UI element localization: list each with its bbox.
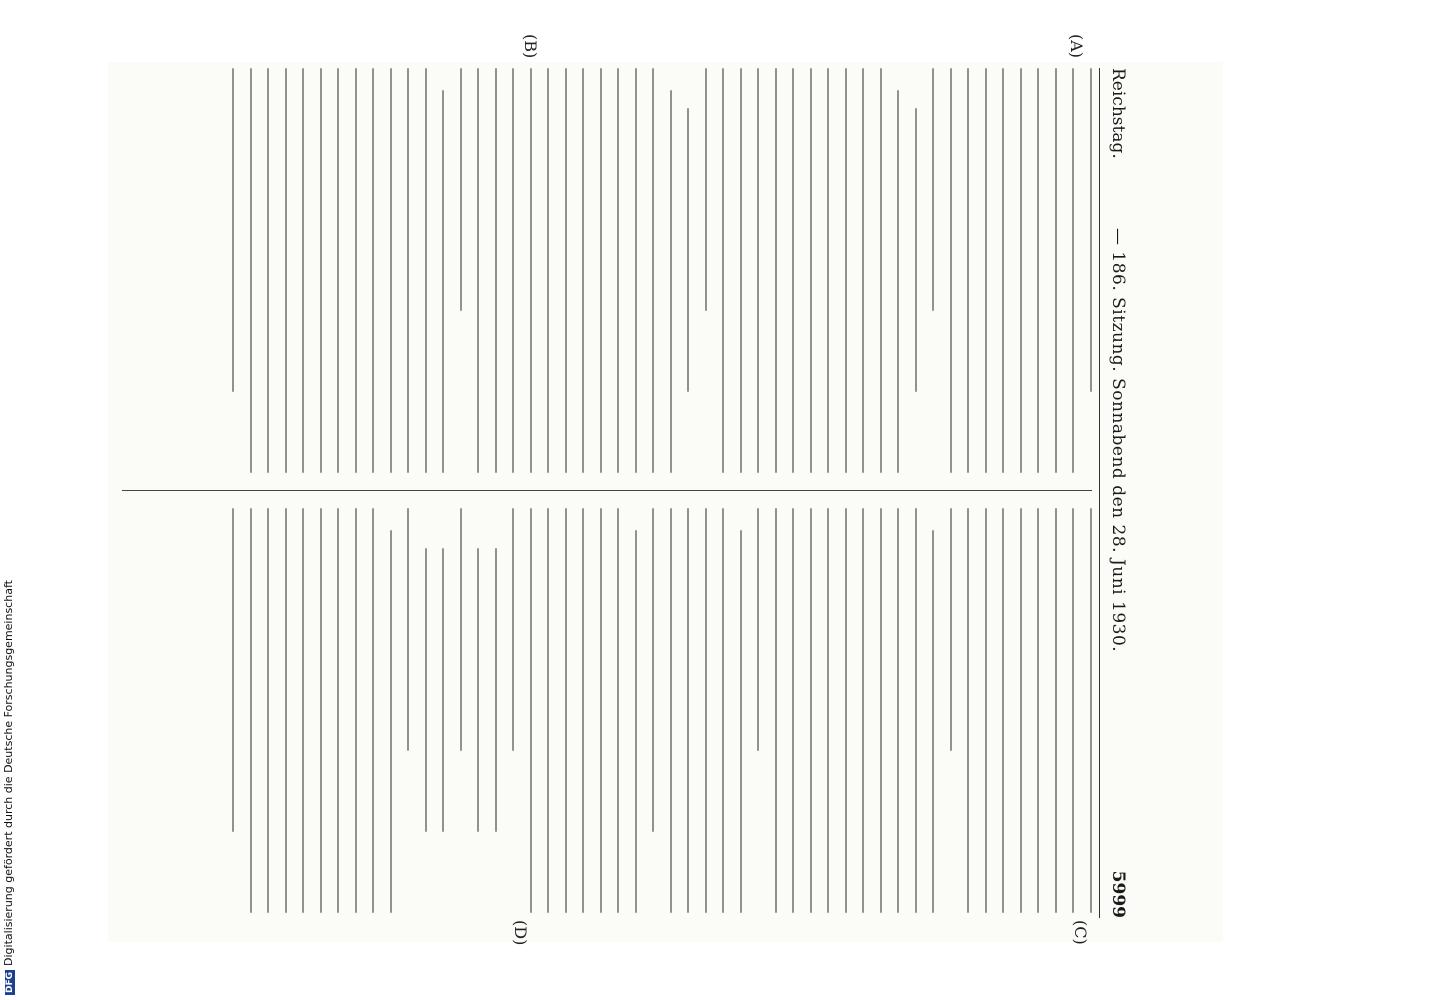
text-line — [233, 508, 235, 832]
text-line — [758, 68, 760, 473]
header-title: — 186. Sitzung. Sonnabend den 28. Juni 1930. — [1108, 228, 1128, 653]
text-line — [355, 68, 357, 473]
text-line — [723, 508, 725, 913]
text-line — [583, 508, 585, 913]
text-line — [950, 508, 952, 751]
text-column-right — [112, 508, 1092, 913]
text-line — [740, 68, 742, 473]
text-line — [863, 508, 865, 913]
text-line — [723, 68, 725, 473]
text-line — [985, 508, 987, 913]
text-line — [268, 68, 270, 473]
text-line — [793, 508, 795, 913]
text-line — [355, 508, 357, 913]
text-line — [1038, 508, 1040, 913]
text-line — [478, 68, 480, 473]
header-rule — [1099, 68, 1100, 918]
running-head — [1102, 68, 1130, 918]
page-number: 5999 — [1108, 870, 1128, 918]
text-line — [425, 68, 427, 473]
text-line — [390, 530, 392, 913]
text-line — [845, 508, 847, 913]
text-line — [513, 508, 515, 751]
text-line — [880, 68, 882, 473]
text-line — [968, 68, 970, 473]
text-line — [390, 68, 392, 473]
text-line — [320, 68, 322, 473]
text-line — [530, 508, 532, 913]
text-line — [530, 68, 532, 473]
text-line — [933, 530, 935, 913]
text-line — [1003, 68, 1005, 473]
text-line — [933, 68, 935, 311]
text-line — [250, 508, 252, 913]
text-line — [600, 68, 602, 473]
text-line — [810, 68, 812, 473]
text-line — [565, 508, 567, 913]
text-line — [653, 68, 655, 473]
text-line — [338, 68, 340, 473]
text-line — [548, 508, 550, 913]
text-line — [793, 68, 795, 473]
text-line — [618, 508, 620, 913]
text-line — [495, 548, 497, 832]
text-line — [670, 90, 672, 473]
text-line — [635, 530, 637, 913]
footer-text-row — [2, 580, 22, 995]
margin-mark-b: (B) — [521, 34, 540, 59]
text-line — [443, 548, 445, 832]
text-line — [1020, 68, 1022, 473]
text-line — [828, 68, 830, 473]
text-line — [285, 508, 287, 913]
text-line — [408, 508, 410, 751]
margin-mark-a: (A) — [1067, 34, 1086, 59]
text-line — [863, 68, 865, 473]
text-line — [513, 68, 515, 473]
text-line — [880, 508, 882, 913]
footer-credit-text: Digitalisierung gefördert durch die Deutsche Forschungsgemeinschaft — [2, 580, 15, 966]
text-line — [740, 530, 742, 913]
text-line — [460, 508, 462, 751]
text-line — [495, 68, 497, 473]
text-line — [303, 508, 305, 913]
text-line — [443, 90, 445, 473]
margin-mark-d: (D) — [511, 920, 530, 946]
text-line — [460, 68, 462, 311]
text-line — [565, 68, 567, 473]
text-line — [1020, 508, 1022, 913]
text-line — [670, 508, 672, 913]
text-line — [898, 90, 900, 473]
text-line — [338, 508, 340, 913]
text-line — [548, 68, 550, 473]
text-line — [1055, 508, 1057, 913]
text-line — [688, 108, 690, 392]
footer-credit — [2, 580, 22, 995]
header-left: Reichstag. — [1108, 68, 1128, 159]
column-rule — [122, 490, 1092, 491]
text-column-left — [112, 68, 1092, 473]
text-line — [845, 68, 847, 473]
text-line — [1055, 68, 1057, 473]
text-line — [320, 508, 322, 913]
text-line — [985, 68, 987, 473]
text-line — [635, 68, 637, 473]
text-line — [968, 508, 970, 913]
text-line — [688, 508, 690, 913]
text-line — [408, 68, 410, 473]
text-line — [898, 508, 900, 913]
text-line — [1003, 508, 1005, 913]
text-line — [268, 508, 270, 913]
text-line — [250, 68, 252, 473]
dfg-logo: DFG — [5, 971, 15, 993]
text-line — [705, 68, 707, 311]
text-line — [758, 508, 760, 751]
text-line — [373, 68, 375, 473]
text-line — [1090, 68, 1092, 392]
text-line — [285, 68, 287, 473]
text-line — [775, 68, 777, 473]
text-line — [653, 508, 655, 832]
text-line — [425, 548, 427, 832]
margin-mark-c: (C) — [1071, 920, 1090, 945]
text-line — [828, 508, 830, 913]
text-line — [915, 508, 917, 913]
text-line — [810, 508, 812, 913]
text-line — [233, 68, 235, 392]
text-line — [303, 68, 305, 473]
text-line — [1090, 508, 1092, 913]
text-line — [950, 68, 952, 473]
text-line — [915, 108, 917, 392]
text-line — [618, 68, 620, 473]
text-line — [583, 68, 585, 473]
text-line — [1073, 68, 1075, 473]
text-line — [1073, 508, 1075, 913]
text-line — [373, 508, 375, 913]
text-line — [478, 548, 480, 832]
text-line — [705, 508, 707, 913]
document-page — [108, 34, 1130, 946]
text-line — [1038, 68, 1040, 473]
text-line — [775, 508, 777, 913]
text-line — [600, 508, 602, 913]
